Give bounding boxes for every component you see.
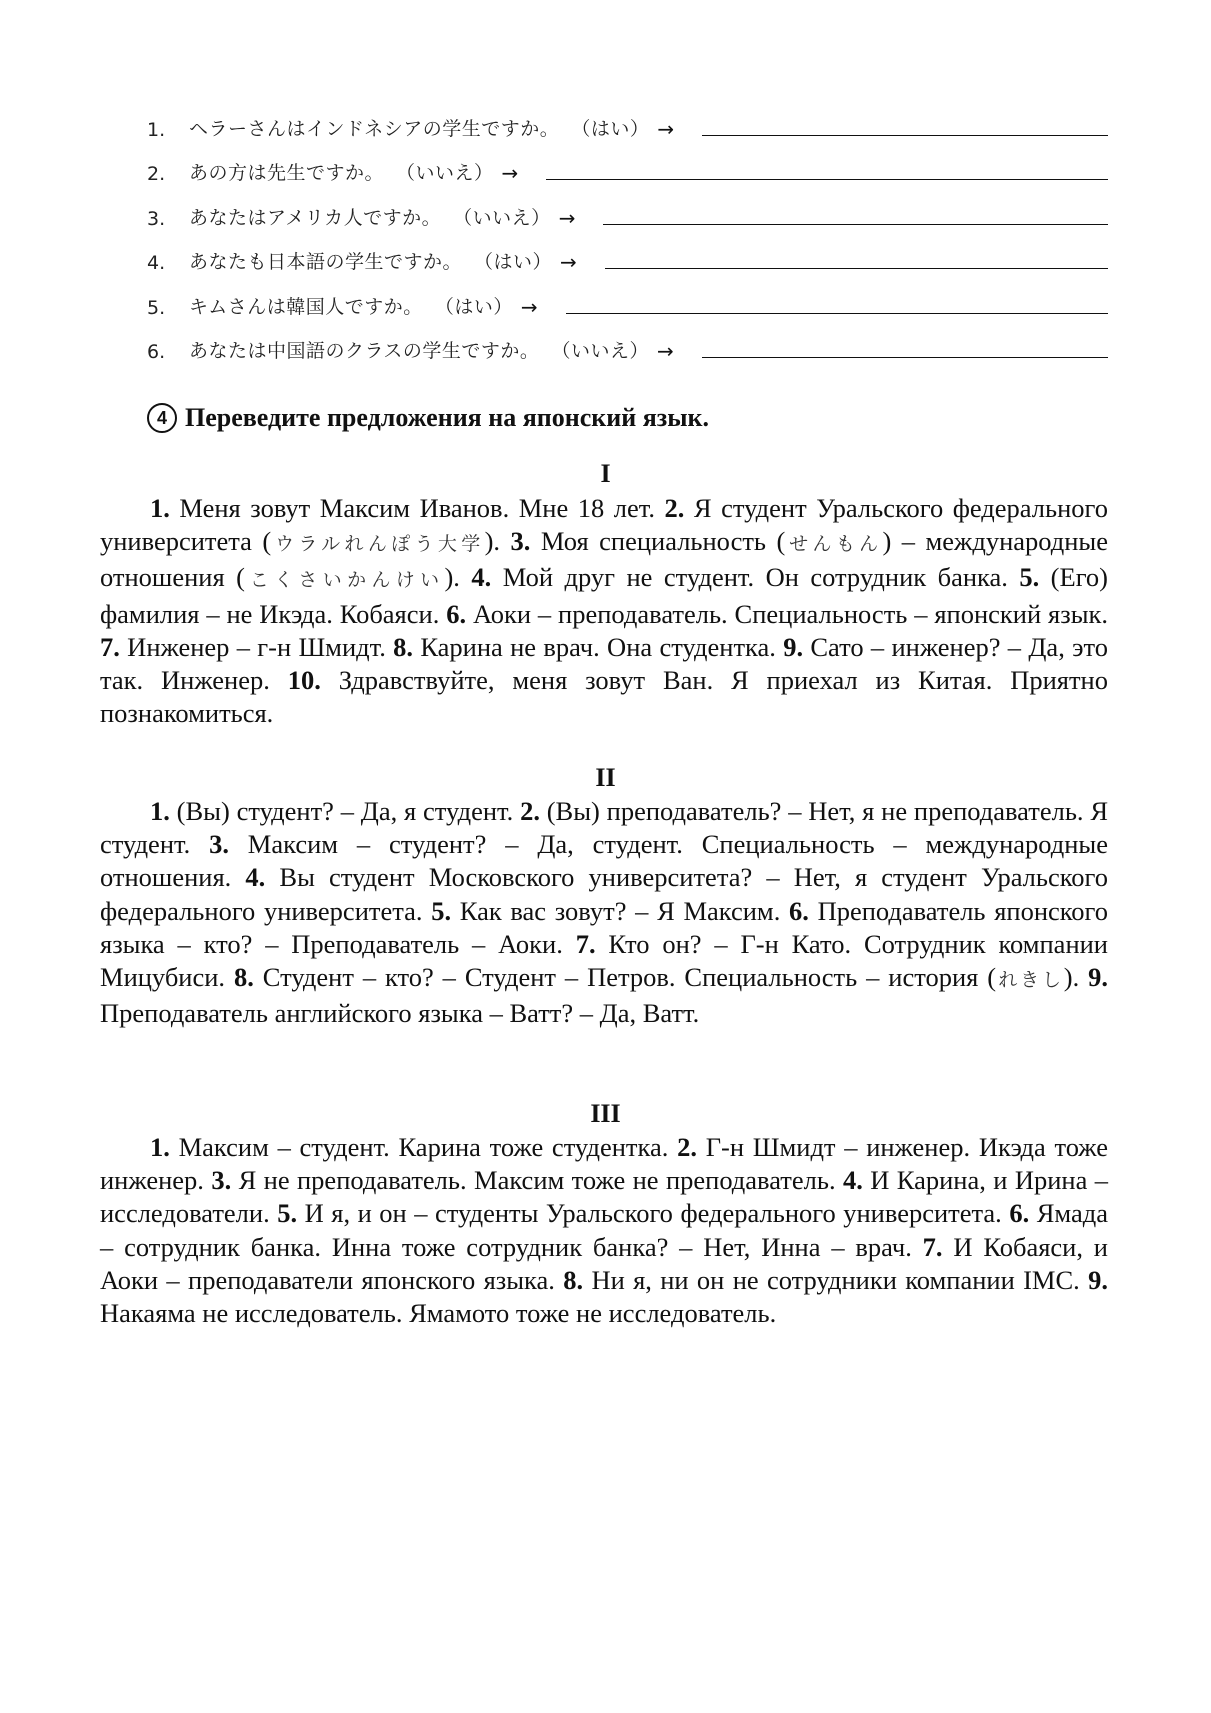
- sentence-text: Накаяма не исследователь. Ямамото тоже не исследователь.: [100, 1298, 777, 1329]
- sentence-text: Кто он? – Г-н Като. Сотрудник компании Мицубиси.: [100, 928, 1108, 993]
- question-item-2: [147, 141, 1108, 186]
- sentence-text: Меня зовут Максим Иванов. Мне 18 лет.: [169, 493, 665, 523]
- sentence-text: ) – международные отношения (: [100, 526, 1109, 593]
- question-text: あなたも日本語の学生ですか。: [189, 251, 463, 273]
- question-number: 3.: [147, 207, 166, 230]
- sentence-text: И Кобаяси, и Аоки – преподаватели японского языка.: [100, 1231, 1108, 1295]
- section-1-roman: I: [600, 459, 611, 488]
- section-2-roman: II: [595, 763, 616, 792]
- sentence-text: (Вы) студент? – Да, я студент.: [169, 796, 521, 826]
- item-number: 7.: [922, 1231, 943, 1262]
- item-number: 8.: [393, 631, 414, 662]
- sentence-text: Преподаватель японского языка – кто? – Преподаватель – Аоки.: [100, 895, 1108, 959]
- sentence-text: Ямада – сотрудник банка. Инна тоже сотрудник банка? – Нет, Инна – врач.: [100, 1198, 1108, 1262]
- sentence-text: Аоки – преподаватель. Специальность – японский язык.: [466, 598, 1108, 629]
- section-3-paragraph: [100, 1131, 1108, 1330]
- sentence-text: Студент – кто? – Студент – Петров. Специальность – история (: [253, 962, 997, 993]
- question-item-1: [147, 96, 1108, 141]
- answer-blank-line: [702, 356, 1108, 358]
- task-heading: [147, 403, 709, 433]
- sentence-text: Инженер – г-н Шмидт.: [119, 631, 394, 662]
- answer-blank-line: [702, 134, 1108, 136]
- sentence-text: ).: [1063, 962, 1089, 993]
- item-number: 1.: [150, 493, 170, 523]
- question-number: 4.: [147, 252, 166, 274]
- item-number: 8.: [563, 1264, 584, 1295]
- answer-hint: （はい）: [434, 295, 513, 318]
- item-number: 1.: [150, 1132, 170, 1162]
- question-list: [147, 96, 1108, 363]
- sentence-text: Сато – инженер? – Да, это так. Инженер.: [100, 631, 1108, 696]
- arrow-icon: →: [657, 116, 675, 141]
- answer-hint: （いいえ）: [453, 206, 551, 229]
- japanese-gloss: せんもん: [785, 533, 883, 556]
- item-number: 5.: [1019, 562, 1040, 593]
- question-number: 2.: [147, 163, 166, 185]
- sentence-text: Как вас зовут? – Я Максим.: [451, 895, 790, 926]
- answer-hint: （はい）: [474, 251, 553, 273]
- sentence-text: Максим – студент? – Да, студент. Специальность – международные отношения.: [100, 829, 1108, 893]
- question-text: あの方は先生ですか。: [189, 162, 385, 184]
- item-number: 3.: [211, 1165, 232, 1196]
- item-number: 8.: [233, 962, 254, 993]
- sentence-text: ).: [444, 562, 472, 593]
- item-number: 4.: [471, 562, 492, 593]
- question-number: 5.: [147, 296, 166, 319]
- sentence-text: ).: [484, 526, 511, 557]
- item-number: 4.: [842, 1165, 863, 1196]
- task-title: Переведите предложения на японский язык.: [185, 403, 710, 432]
- question-item-5: [147, 274, 1108, 319]
- item-number: 9.: [1088, 962, 1108, 993]
- sentence-text: Я не преподаватель. Максим тоже не преподаватель.: [231, 1165, 843, 1196]
- sentence-text: Ни я, ни он не сотрудники компании IMC.: [583, 1264, 1089, 1295]
- item-number: 4.: [245, 862, 266, 893]
- item-number: 9.: [1088, 1264, 1109, 1295]
- item-number: 9.: [783, 631, 804, 662]
- arrow-icon: →: [520, 294, 538, 319]
- answer-hint: （いいえ）: [396, 162, 494, 184]
- item-number: 2.: [520, 796, 540, 826]
- item-number: 3.: [209, 829, 229, 860]
- answer-blank-line: [566, 312, 1108, 314]
- sentence-text: Преподаватель английского языка – Ватт? – Да, Ватт.: [100, 998, 700, 1029]
- item-number: 3.: [510, 526, 531, 557]
- sentence-text: Мой друг не студент. Он сотрудник банка.: [491, 562, 1020, 593]
- question-number: 6.: [147, 341, 166, 363]
- sentence-text: Карина не врач. Она студентка.: [413, 631, 784, 662]
- section-3-roman: III: [590, 1099, 621, 1128]
- question-text: ヘラーさんはインドネシアの学生ですか。: [189, 117, 560, 140]
- arrow-icon: →: [656, 339, 674, 363]
- sentence-text: Я студент Уральского федерального университета (: [100, 493, 1108, 557]
- section-1-paragraph: [100, 492, 1108, 730]
- question-text: キムさんは韓国人ですか。: [189, 295, 423, 318]
- answer-blank-line: [546, 178, 1108, 180]
- question-item-3: [147, 185, 1108, 230]
- japanese-gloss: ウラルれんぽう大学: [271, 533, 485, 556]
- sentence-text: И я, и он – студенты Уральского федерального университета.: [297, 1198, 1010, 1229]
- sentence-text: Максим – студент. Карина тоже студентка.: [169, 1132, 678, 1162]
- sentence-text: Моя специальность (: [530, 526, 786, 557]
- japanese-gloss: れきし: [996, 969, 1064, 992]
- item-number: 7.: [575, 928, 596, 959]
- answer-hint: （はい）: [571, 117, 650, 140]
- sentence-text: Г-н Шмидт – инженер. Икэда тоже инженер.: [100, 1132, 1109, 1196]
- item-number: 6.: [789, 895, 809, 926]
- arrow-icon: →: [501, 161, 519, 185]
- question-item-6: [147, 319, 1108, 364]
- item-number: 2.: [677, 1132, 697, 1162]
- question-text: あなたは中国語のクラスの学生ですか。: [189, 340, 540, 362]
- sentence-text: (Его) фамилия – не Икэда. Кобаяси.: [100, 562, 1108, 629]
- sentence-text: И Карина, и Ирина – исследователи.: [100, 1165, 1109, 1229]
- question-item-4: [147, 230, 1108, 275]
- sentence-text: Вы студент Московского университета? – Нет, я студент Уральского федерального университета.: [100, 862, 1108, 926]
- item-number: 1.: [150, 796, 170, 826]
- question-number: 1.: [147, 118, 166, 141]
- arrow-icon: →: [558, 205, 576, 230]
- answer-blank-line: [603, 223, 1108, 225]
- question-text: あなたはアメリカ人ですか。: [189, 206, 442, 229]
- item-number: 6.: [446, 598, 467, 629]
- arrow-icon: →: [560, 250, 577, 274]
- task-number-circle: 4: [147, 403, 177, 433]
- sentence-text: Здравствуйте, меня зовут Ван. Я приехал из Китая. Приятно познакомиться.: [100, 665, 1108, 729]
- item-number: 7.: [100, 631, 120, 662]
- item-number: 5.: [431, 895, 452, 926]
- answer-hint: （いいえ）: [551, 340, 649, 362]
- item-number: 6.: [1009, 1198, 1030, 1229]
- item-number: 2.: [664, 493, 685, 523]
- sentence-text: (Вы) преподаватель? – Нет, я не преподаватель. Я студент.: [100, 796, 1109, 860]
- item-number: 10.: [287, 665, 321, 696]
- item-number: 5.: [277, 1198, 298, 1229]
- section-2-paragraph: [100, 795, 1108, 1030]
- japanese-gloss: こくさいかんけい: [244, 569, 445, 592]
- answer-blank-line: [605, 267, 1108, 269]
